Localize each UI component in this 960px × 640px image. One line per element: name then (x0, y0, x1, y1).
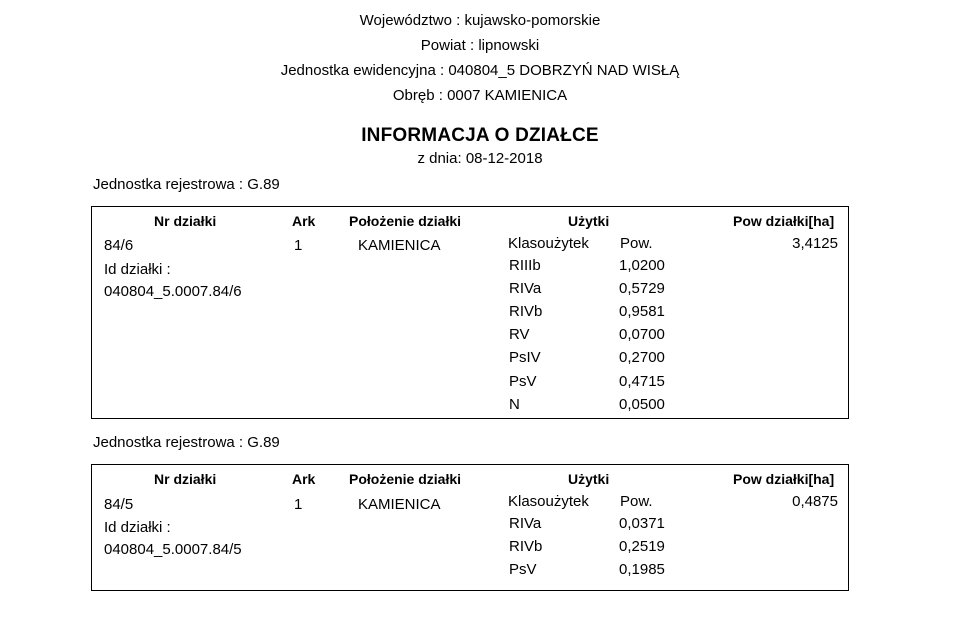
parcel-id-value: 040804_5.0007.84/5 (104, 541, 242, 558)
jednostka-rejestrowa (93, 434, 280, 451)
col-uzytki-header: Użytki (568, 471, 610, 487)
uzytek-klasa: N (509, 396, 520, 413)
uzytek-klasa: RIVa (509, 280, 542, 297)
parcel-table (91, 464, 849, 591)
col-ark-header: Ark (292, 213, 316, 229)
date-label: z dnia: (417, 150, 462, 167)
parcel-id-value: 040804_5.0007.84/6 (104, 283, 242, 300)
col-nr-header: Nr działki (154, 471, 217, 487)
wojewodztwo-label: Województwo : (359, 12, 461, 29)
uzytek-klasa: PsV (509, 373, 537, 390)
col-uzytki-header: Użytki (568, 213, 610, 229)
parcel-ark: 1 (294, 496, 303, 513)
jr-value: G.89 (247, 434, 280, 451)
parcel-id-label: Id działki : (104, 519, 171, 536)
uzytek-pow: 0,9581 (619, 303, 665, 320)
col-ark-header: Ark (292, 471, 316, 487)
powiat-value: lipnowski (478, 37, 540, 54)
parcel-nr: 84/5 (104, 496, 134, 513)
obreb-value: 0007 KAMIENICA (447, 87, 568, 104)
parcel-id-label: Id działki : (104, 261, 171, 278)
wojewodztwo-value: kujawsko-pomorskie (464, 12, 601, 29)
jednostka-rejestrowa (93, 176, 280, 193)
col-polozenie-header: Położenie działki (349, 471, 462, 487)
parcel-polozenie: KAMIENICA (358, 237, 441, 254)
uzytek-pow: 0,2519 (619, 538, 665, 555)
col-pow-header: Pow działki[ha] (733, 213, 835, 229)
col-polozenie-header: Położenie działki (349, 213, 462, 229)
klasouzytek-header: Klasoużytek (508, 235, 589, 252)
parcel-ark: 1 (294, 237, 303, 254)
parcel-polozenie: KAMIENICA (358, 496, 441, 513)
col-pow-header: Pow działki[ha] (733, 471, 835, 487)
uzytek-klasa: RIVb (509, 303, 543, 320)
jednostka-label: Jednostka ewidencyjna : (280, 62, 445, 79)
parcel-table (91, 206, 849, 419)
pow-subheader: Pow. (620, 235, 653, 252)
jr-value: G.89 (247, 176, 280, 193)
page-title: INFORMACJA O DZIAŁCE (361, 125, 599, 146)
parcel-pow-dzialki: 0,4875 (792, 493, 838, 510)
parcel-pow-dzialki: 3,4125 (792, 235, 838, 252)
uzytek-pow: 0,0500 (619, 396, 665, 413)
jednostka-value: 040804_5 DOBRZYŃ NAD WISŁĄ (448, 62, 680, 79)
uzytek-pow: 0,1985 (619, 561, 665, 578)
uzytek-klasa: RIIIb (509, 257, 541, 274)
col-nr-header: Nr działki (154, 213, 217, 229)
pow-subheader: Pow. (620, 493, 653, 510)
uzytek-klasa: RV (509, 326, 530, 343)
uzytek-klasa: PsIV (509, 349, 541, 366)
uzytek-klasa: RIVa (509, 515, 542, 532)
uzytek-pow: 0,5729 (619, 280, 665, 297)
uzytek-pow: 0,4715 (619, 373, 665, 390)
uzytek-pow: 0,2700 (619, 349, 665, 366)
jr-label: Jednostka rejestrowa : (93, 176, 244, 193)
klasouzytek-header: Klasoużytek (508, 493, 589, 510)
date-value: 08-12-2018 (465, 150, 543, 167)
uzytek-pow: 0,0371 (619, 515, 665, 532)
header-powiat (0, 37, 960, 54)
report-date (0, 150, 960, 167)
uzytek-klasa: RIVb (509, 538, 543, 555)
header-obreb (0, 87, 960, 104)
jr-label: Jednostka rejestrowa : (93, 434, 244, 451)
uzytek-klasa: PsV (509, 561, 537, 578)
header-wojewodztwo (0, 12, 960, 29)
uzytek-pow: 0,0700 (619, 326, 665, 343)
obreb-label: Obręb : (392, 87, 443, 104)
header-jednostka (0, 62, 960, 79)
powiat-label: Powiat : (420, 37, 475, 54)
parcel-nr: 84/6 (104, 237, 134, 254)
uzytek-pow: 1,0200 (619, 257, 665, 274)
